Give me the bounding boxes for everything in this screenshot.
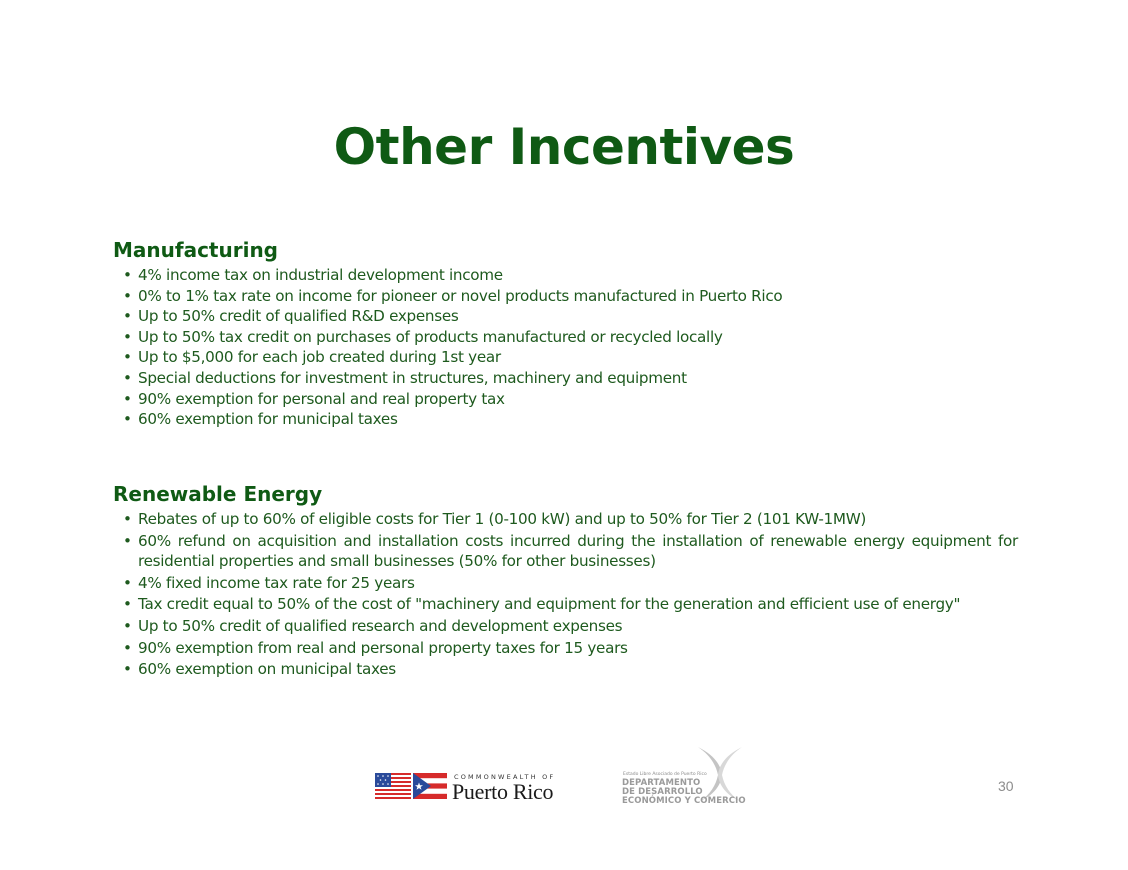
bullet-icon: • [123, 368, 132, 387]
list-item: • Up to $5,000 for each job created during 1st year [123, 348, 501, 367]
manufacturing-heading: Manufacturing [113, 238, 278, 262]
list-item: • Tax credit equal to 50% of the cost of "machinery and equipment for the generation and efficient use of energy" [123, 595, 961, 614]
bullet-icon: • [123, 389, 132, 408]
renewable-energy-list [113, 509, 1018, 680]
ddec-line-2: DE DESARROLLO [622, 787, 703, 797]
page-number: 30 [998, 778, 1014, 794]
bullet-icon: • [123, 307, 132, 326]
list-item: • 60% refund on acquisition and installation costs incurred during the installation of renewable energy equipment for residential properties and small businesses (50% for other businesses) [123, 531, 1018, 571]
ddec-logo [620, 745, 760, 807]
bullet-icon: • [123, 573, 132, 592]
list-item: • Rebates of up to 60% of eligible costs for Tier 1 (0-100 kW) and up to 50% for Tier 2 (101 KW-1MW) [123, 510, 867, 528]
manufacturing-section [113, 238, 1018, 430]
bullet-icon: • [123, 595, 132, 614]
bullet-icon: • [123, 410, 132, 429]
ddec-line-3: ECONÓMICO Y COMERCIO [622, 796, 746, 806]
bullet-icon: • [123, 286, 132, 305]
list-item: • 0% to 1% tax rate on income for pioneer or novel products manufactured in Puerto Rico [123, 286, 783, 305]
list-item: • 90% exemption from real and personal property taxes for 15 years [123, 638, 628, 657]
list-item: • Up to 50% credit of qualified research and development expenses [123, 616, 623, 635]
list-item: • 90% exemption for personal and real property tax [123, 389, 505, 408]
bullet-icon: • [123, 638, 132, 657]
us-pr-flags-icon [375, 773, 449, 799]
bullet-icon: • [123, 510, 132, 528]
bullet-icon: • [123, 348, 132, 367]
list-item: • 60% exemption for municipal taxes [123, 410, 398, 429]
bullet-icon: • [123, 327, 132, 346]
bullet-icon: • [123, 616, 132, 635]
slide-title: Other Incentives [333, 118, 795, 176]
list-item: • Up to 50% credit of qualified R&D expenses [123, 307, 459, 326]
manufacturing-list [113, 265, 1018, 430]
puerto-rico-text: Puerto Rico [452, 779, 554, 804]
list-item: • 4% income tax on industrial development income [123, 266, 503, 284]
list-item: • 60% exemption on municipal taxes [123, 660, 396, 679]
list-item: • 4% fixed income tax rate for 25 years [123, 573, 415, 592]
renewable-energy-section [113, 482, 1018, 681]
ddec-line-1: DEPARTAMENTO [622, 778, 701, 788]
commonwealth-text: COMMONWEALTH OF [454, 773, 556, 781]
footer-logos [0, 745, 1128, 815]
ddec-small-text: Estado Libre Asociado de Puerto Rico [623, 772, 707, 777]
renewable-energy-heading: Renewable Energy [113, 482, 323, 506]
bullet-icon: • [123, 266, 132, 284]
bullet-icon: • [123, 660, 132, 679]
puerto-rico-logo [375, 773, 560, 803]
list-item: • Up to 50% tax credit on purchases of products manufactured or recycled locally [123, 327, 723, 346]
bullet-icon: • [123, 531, 132, 550]
list-item: • Special deductions for investment in structures, machinery and equipment [123, 368, 687, 387]
